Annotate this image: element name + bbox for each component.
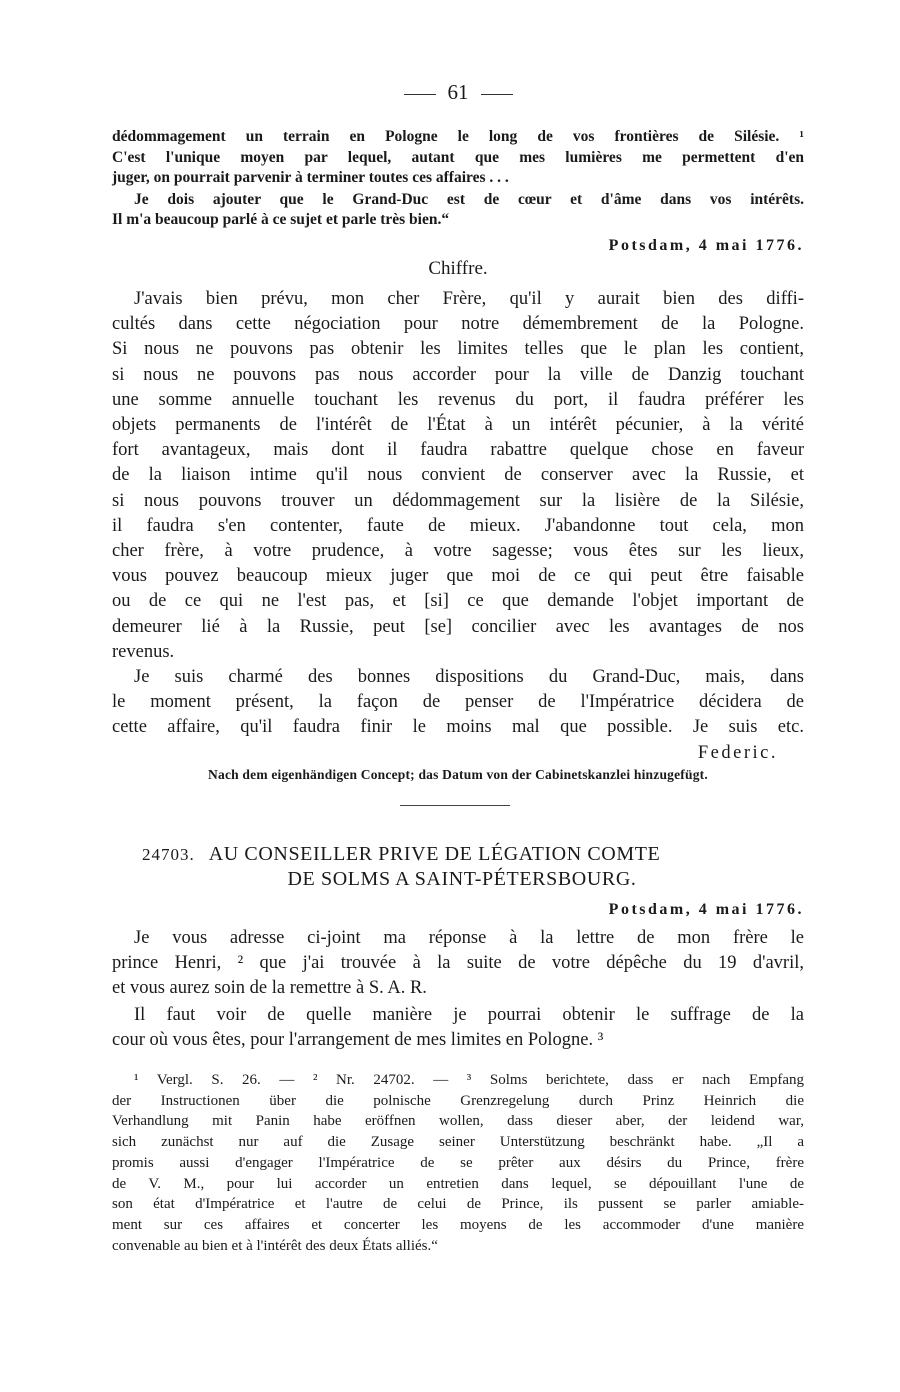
section-paragraph-2 [112,1003,804,1053]
folio-dash-left [404,94,436,95]
text-line: le moment présent, la façon de penser de l'Impératrice décidera de [112,692,804,713]
text-line: Si nous ne pouvons pas obtenir les limites telles que le plan les contient, [112,339,804,360]
text-line: demeurer lié à la Russie, peut [se] concilier avec les avantages de nos [112,616,804,637]
footnote-line: ¹ Vergl. S. 26. — ² Nr. 24702. — ³ Solms berichtete, dass er nach Empfang [134,1072,804,1088]
letter-number: 24703. [142,845,195,864]
section-heading-line-2: DE SOLMS A SAINT-PÉTERSBOURG. [287,868,637,890]
text-line: Il m'a beaucoup parlé à ce sujet et parle très bien.“ [112,211,450,229]
folio-dash-right [481,94,513,95]
page-number-text: 61 [447,80,469,104]
text-line: juger, on pourrait parvenir à terminer toutes ces affaires . . . [112,169,509,187]
text-line: cultés dans cette négociation pour notre démembrement de la Pologne. [112,314,804,335]
signature: Federic. [697,743,778,763]
footnote-line: son état d'Impératrice et l'autre de celui de Prince, ils pussent se parler amiable- [112,1196,804,1213]
text-line: cour où vous êtes, pour l'arrangement de mes limites en Pologne. ³ [112,1030,604,1051]
section-heading-line-1 [142,843,782,866]
text-line: il faudra s'en contenter, faute de mieux. J'abandonne tout cela, mon [112,515,804,536]
text-line: Je vous adresse ci-joint ma réponse à la lettre de mon frère le [134,928,804,948]
text-line: vous pouvez beaucoup mieux juger que moi de ce qui peut être faisable [112,566,804,587]
text-line: une somme annuelle touchant les revenus du port, il faudra préférer les [112,389,804,410]
text-line: et vous aurez soin de la remettre à S. A. R. [112,978,427,999]
heading-text: AU CONSEILLER PRIVE DE LÉGATION COMTE [208,843,661,865]
footnote-line: de V. M., pour lui accorder un entretien dans lequel, se dépouillant l'une de [112,1175,804,1192]
footnote-line: sich zunächst nur auf die Zusage seiner Unterstützung beschränkt habe. „Il a [112,1134,804,1151]
page-number [112,80,804,105]
letter-paragraph-1 [112,287,804,665]
text-line: J'avais bien prévu, mon cher Frère, qu'il y aurait bien des diffi- [134,289,804,309]
text-line: Je dois ajouter que le Grand-Duc est de cœur et d'âme dans vos intérêts. [134,190,804,208]
text-line: de la liaison intime qu'il nous convient de conserver avec la Russie, et [112,465,804,486]
section-paragraph-1 [112,926,804,1002]
text-line: C'est l'unique moyen par lequel, autant que mes lumières me permettent d'en [112,148,804,166]
text-line: revenus. [112,641,175,662]
section-divider [400,805,510,806]
footnote-line: convenable au bien et à l'intérêt des deux États alliés.“ [112,1237,438,1254]
cipher-label: Chiffre. [428,258,488,279]
letter-continuation [112,127,804,231]
text-line: fort avantageux, mais dont il faudra rabattre quelque chose en faveur [112,440,804,461]
text-line: si nous pouvons trouver un dédommagement sur la lisière de la Silésie, [112,490,804,511]
dateline: Potsdam, 4 mai 1776. [608,237,804,254]
text-line: cette affaire, qu'il faudra finir le moins mal que possible. Je suis etc. [112,717,804,738]
text-line: Je suis charmé des bonnes dispositions du Grand-Duc, mais, dans [134,667,804,687]
source-note: Nach dem eigenhändigen Concept; das Datum von der Cabinetskanzlei hinzugefügt. [208,767,708,782]
footnotes [112,1070,804,1256]
text-line: cher frère, à votre prudence, à votre sagesse; vous êtes sur les lieux, [112,541,804,562]
footnote-line: Verhandlung mit Panin habe eröffnen wollen, dass dieser aber, der leidend war, [112,1113,804,1130]
footnote-line: ment sur ces affaires et concerter les moyens de les accommoder d'une manière [112,1216,804,1233]
text-line: ou de ce qui ne l'est pas, et [si] ce que demande l'objet important de [112,591,804,612]
letter-paragraph-2 [112,665,804,741]
section-heading [142,843,782,891]
footnote-line: promis aussi d'engager l'Impératrice de se prêter aux désirs du Prince, frère [112,1154,804,1171]
text-line: objets permanents de l'intérêt de l'État à un intérêt pécunier, à la vérité [112,415,804,436]
text-line: prince Henri, ² que j'ai trouvée à la suite de votre dépêche du 19 d'avril, [112,953,804,974]
section-dateline: Potsdam, 4 mai 1776. [608,901,804,918]
text-line: Il faut voir de quelle manière je pourrai obtenir le suffrage de la [134,1005,804,1025]
text-line: si nous ne pouvons pas nous accorder pour la ville de Danzig touchant [112,364,804,385]
text-line: dédommagement un terrain en Pologne le long de vos frontières de Silésie. ¹ [112,128,804,145]
footnote-line: der Instructionen über die polnische Grenzregelung durch Prinz Heinrich die [112,1092,804,1109]
